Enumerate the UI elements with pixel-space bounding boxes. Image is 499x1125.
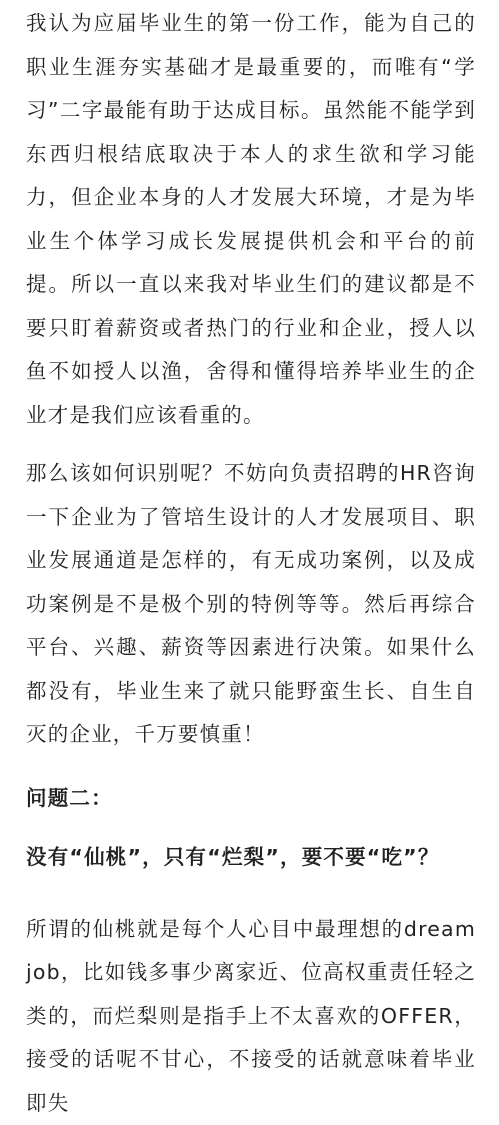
paragraph-peach-and-pear: 所谓的仙桃就是每个人心目中最理想的dream job，比如钱多事少离家近、位高权重责任轻之类的，而烂梨则是指手上不太喜欢的OFFER，接受的话呢不甘心，不接受的话就意味着毕业即失 [26,908,476,1125]
section-heading-question-two: 问题二： [26,783,476,813]
article-body [26,2,476,1125]
paragraph-first-job-advice: 我认为应届毕业生的第一份工作，能为自己的职业生涯夯实基础才是最重要的，而唯有“学习”二字最能有助于达成目标。虽然能不能学到东西归根结底取决于本人的求生欲和学习能力，但企业本身的人才发展大环境，才是为毕业生个体学习成长发展提供机会和平台的前提。所以一直以来我对毕业生们的建议都是不要只盯着薪资或者热门的行业和企业，授人以鱼不如授人以渔，舍得和懂得培养毕业生的企业才是我们应该看重的。 [26,2,476,437]
paragraph-how-to-identify: 那么该如何识别呢？不妨向负责招聘的HR咨询一下企业为了管培生设计的人才发展项目、职业发展通道是怎样的，有无成功案例，以及成功案例是不是极个别的特例等等。然后再综合平台、兴趣、薪资等因素进行决策。如果什么都没有，毕业生来了就只能野蛮生长、自生自灭的企业，千万要慎重！ [26,452,476,757]
section-subtitle: 没有“仙桃”，只有“烂梨”，要不要“吃”？ [26,842,476,872]
